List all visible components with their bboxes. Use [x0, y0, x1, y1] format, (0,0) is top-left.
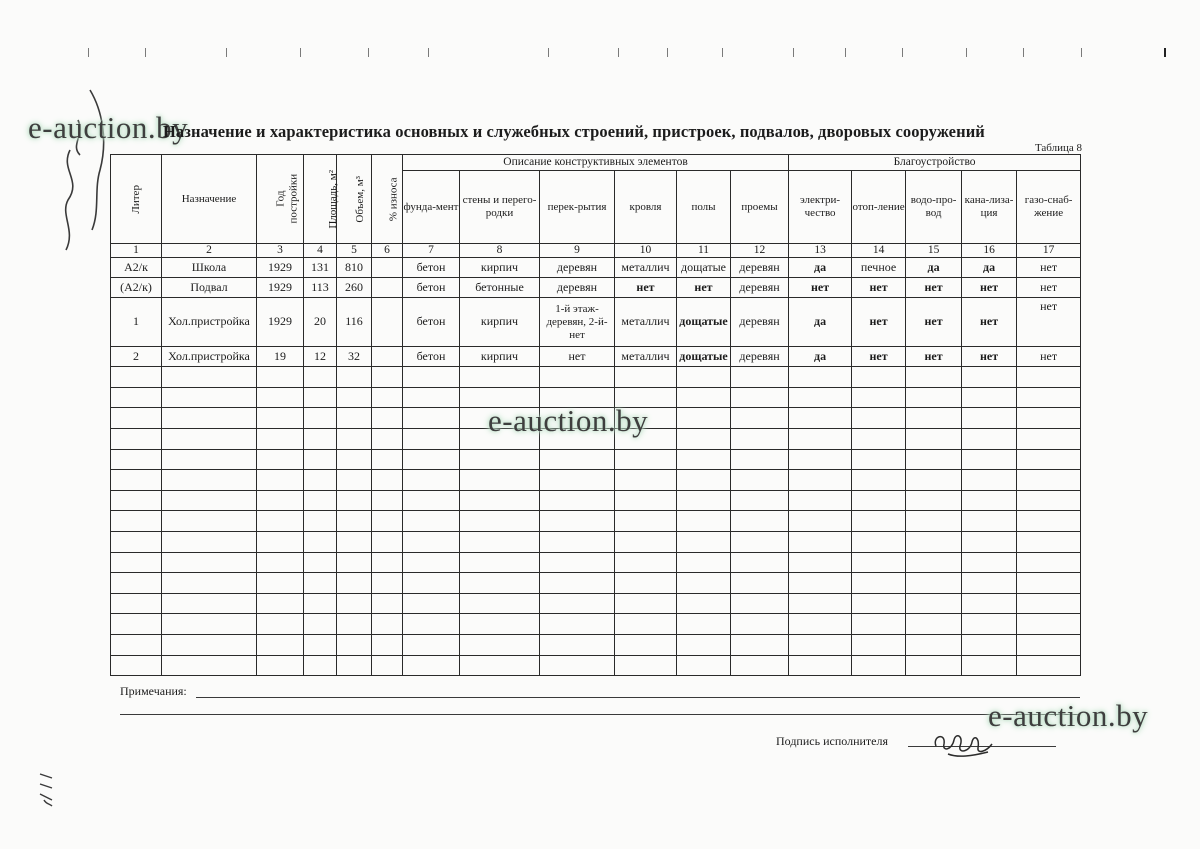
- empty-cell: [789, 408, 852, 429]
- empty-cell: [677, 470, 731, 491]
- empty-cell: [731, 655, 789, 676]
- empty-cell: [906, 470, 962, 491]
- empty-cell: [257, 449, 304, 470]
- empty-cell: [1017, 552, 1081, 573]
- empty-cell: [731, 511, 789, 532]
- empty-cell: [337, 449, 372, 470]
- empty-cell: [403, 387, 460, 408]
- empty-cell: [111, 490, 162, 511]
- empty-cell: [1017, 449, 1081, 470]
- empty-cell: [460, 470, 540, 491]
- empty-cell: [403, 655, 460, 676]
- empty-cell: [677, 614, 731, 635]
- empty-cell: [1017, 655, 1081, 676]
- empty-cell: [677, 573, 731, 594]
- empty-table-row: [111, 531, 1081, 552]
- table-row: 1 Хол.пристройка 1929 20 116 бетон кирпич 1-й этаж-деревян, 2-й-нет металлич дощатые деревян да нет нет нет нет: [111, 298, 1081, 347]
- empty-cell: [852, 573, 906, 594]
- empty-cell: [731, 470, 789, 491]
- empty-cell: [615, 655, 677, 676]
- empty-cell: [962, 387, 1017, 408]
- empty-cell: [731, 552, 789, 573]
- empty-cell: [304, 367, 337, 388]
- header-purpose: Назначение: [162, 155, 257, 244]
- empty-cell: [403, 593, 460, 614]
- empty-cell: [403, 573, 460, 594]
- empty-cell: [1017, 511, 1081, 532]
- empty-cell: [111, 593, 162, 614]
- empty-cell: [257, 573, 304, 594]
- empty-cell: [162, 655, 257, 676]
- empty-cell: [460, 449, 540, 470]
- empty-cell: [111, 655, 162, 676]
- notes-label: Примечания:: [120, 684, 187, 698]
- empty-cell: [1017, 429, 1081, 450]
- empty-cell: [111, 531, 162, 552]
- empty-cell: [304, 552, 337, 573]
- empty-cell: [337, 634, 372, 655]
- watermark: e-auction.by: [28, 110, 189, 145]
- empty-table-row: [111, 634, 1081, 655]
- header-water: водо-про-вод: [906, 171, 962, 244]
- empty-cell: [304, 531, 337, 552]
- empty-cell: [540, 449, 615, 470]
- empty-cell: [615, 511, 677, 532]
- empty-cell: [615, 490, 677, 511]
- empty-table-row: [111, 552, 1081, 573]
- empty-cell: [257, 552, 304, 573]
- empty-cell: [111, 511, 162, 532]
- signature-label: Подпись исполнителя: [776, 734, 888, 748]
- empty-cell: [962, 655, 1017, 676]
- empty-cell: [304, 511, 337, 532]
- empty-cell: [540, 531, 615, 552]
- empty-cell: [677, 387, 731, 408]
- empty-cell: [677, 367, 731, 388]
- empty-cell: [852, 634, 906, 655]
- empty-cell: [403, 429, 460, 450]
- empty-cell: [337, 490, 372, 511]
- empty-cell: [540, 470, 615, 491]
- group-constructive: Описание конструктивных элементов: [403, 155, 789, 171]
- notes-line: [120, 714, 1080, 715]
- empty-cell: [257, 367, 304, 388]
- header-volume: Объем, м³: [337, 155, 372, 244]
- empty-cell: [372, 614, 403, 635]
- empty-cell: [372, 531, 403, 552]
- empty-cell: [789, 655, 852, 676]
- empty-cell: [337, 573, 372, 594]
- empty-cell: [1017, 593, 1081, 614]
- empty-cell: [372, 634, 403, 655]
- empty-cell: [615, 470, 677, 491]
- empty-cell: [257, 429, 304, 450]
- empty-cell: [789, 429, 852, 450]
- empty-cell: [906, 449, 962, 470]
- empty-cell: [460, 593, 540, 614]
- empty-cell: [677, 552, 731, 573]
- empty-cell: [337, 614, 372, 635]
- watermark: e-auction.by: [488, 403, 649, 438]
- table-row: А2/к Школа 1929 131 810 бетон кирпич деревян металлич дощатые деревян да печное да да нет: [111, 258, 1081, 278]
- empty-cell: [677, 531, 731, 552]
- empty-cell: [789, 573, 852, 594]
- table-row: (А2/к) Подвал 1929 113 260 бетон бетонные деревян нет нет деревян нет нет нет нет нет: [111, 278, 1081, 298]
- empty-cell: [304, 634, 337, 655]
- empty-cell: [111, 573, 162, 594]
- empty-cell: [1017, 531, 1081, 552]
- empty-cell: [962, 593, 1017, 614]
- empty-cell: [337, 429, 372, 450]
- empty-cell: [162, 573, 257, 594]
- empty-cell: [257, 490, 304, 511]
- empty-cell: [403, 449, 460, 470]
- empty-table-row: [111, 367, 1081, 388]
- empty-cell: [677, 511, 731, 532]
- header-heating: отоп-ление: [852, 171, 906, 244]
- handwritten-margin-note: [30, 80, 120, 270]
- empty-cell: [372, 552, 403, 573]
- empty-cell: [304, 408, 337, 429]
- header-roof: кровля: [615, 171, 677, 244]
- empty-cell: [540, 655, 615, 676]
- empty-cell: [906, 593, 962, 614]
- empty-cell: [852, 387, 906, 408]
- empty-cell: [852, 429, 906, 450]
- empty-cell: [372, 470, 403, 491]
- empty-cell: [789, 387, 852, 408]
- empty-cell: [906, 429, 962, 450]
- empty-cell: [337, 593, 372, 614]
- empty-cell: [962, 573, 1017, 594]
- empty-cell: [540, 614, 615, 635]
- empty-cell: [789, 552, 852, 573]
- empty-cell: [372, 429, 403, 450]
- empty-cell: [337, 367, 372, 388]
- empty-cell: [1017, 614, 1081, 635]
- empty-cell: [789, 614, 852, 635]
- empty-cell: [540, 634, 615, 655]
- empty-cell: [304, 655, 337, 676]
- empty-cell: [615, 449, 677, 470]
- empty-cell: [460, 634, 540, 655]
- empty-cell: [111, 408, 162, 429]
- empty-cell: [337, 531, 372, 552]
- empty-cell: [162, 593, 257, 614]
- empty-cell: [962, 429, 1017, 450]
- empty-cell: [540, 593, 615, 614]
- empty-cell: [906, 573, 962, 594]
- empty-cell: [852, 511, 906, 532]
- empty-cell: [162, 531, 257, 552]
- empty-cell: [615, 552, 677, 573]
- empty-cell: [789, 511, 852, 532]
- empty-cell: [460, 614, 540, 635]
- empty-cell: [403, 511, 460, 532]
- empty-cell: [403, 614, 460, 635]
- empty-cell: [615, 531, 677, 552]
- empty-cell: [540, 573, 615, 594]
- empty-cell: [615, 573, 677, 594]
- empty-cell: [540, 552, 615, 573]
- empty-cell: [111, 367, 162, 388]
- table-row: 2 Хол.пристройка 19 12 32 бетон кирпич нет металлич дощатые деревян да нет нет нет нет: [111, 347, 1081, 367]
- empty-cell: [304, 429, 337, 450]
- group-amenities: Благоустройство: [789, 155, 1081, 171]
- empty-cell: [677, 655, 731, 676]
- empty-cell: [257, 593, 304, 614]
- empty-cell: [789, 367, 852, 388]
- empty-cell: [162, 449, 257, 470]
- empty-cell: [403, 634, 460, 655]
- empty-cell: [962, 408, 1017, 429]
- empty-table-row: [111, 573, 1081, 594]
- empty-cell: [304, 614, 337, 635]
- empty-table-row: [111, 449, 1081, 470]
- header-floors: полы: [677, 171, 731, 244]
- empty-cell: [403, 531, 460, 552]
- empty-cell: [906, 490, 962, 511]
- empty-cell: [111, 470, 162, 491]
- empty-cell: [257, 511, 304, 532]
- header-wear: % износа: [372, 155, 403, 244]
- empty-cell: [677, 634, 731, 655]
- empty-cell: [162, 429, 257, 450]
- empty-cell: [162, 367, 257, 388]
- empty-cell: [372, 655, 403, 676]
- empty-cell: [540, 511, 615, 532]
- empty-cell: [906, 614, 962, 635]
- empty-cell: [852, 367, 906, 388]
- empty-cell: [1017, 387, 1081, 408]
- empty-cell: [1017, 470, 1081, 491]
- empty-cell: [1017, 573, 1081, 594]
- empty-cell: [304, 490, 337, 511]
- empty-cell: [962, 449, 1017, 470]
- empty-cell: [460, 490, 540, 511]
- empty-cell: [677, 593, 731, 614]
- empty-cell: [962, 490, 1017, 511]
- empty-cell: [962, 552, 1017, 573]
- empty-cell: [460, 511, 540, 532]
- empty-cell: [677, 429, 731, 450]
- watermark: e-auction.by: [988, 698, 1149, 733]
- empty-cell: [615, 367, 677, 388]
- empty-cell: [852, 593, 906, 614]
- empty-cell: [540, 490, 615, 511]
- empty-cell: [789, 490, 852, 511]
- empty-cell: [677, 449, 731, 470]
- empty-cell: [372, 449, 403, 470]
- empty-cell: [962, 531, 1017, 552]
- empty-cell: [615, 593, 677, 614]
- empty-cell: [906, 387, 962, 408]
- empty-table-row: [111, 655, 1081, 676]
- empty-cell: [403, 552, 460, 573]
- empty-cell: [731, 408, 789, 429]
- empty-cell: [111, 429, 162, 450]
- header-year: Год постройки: [257, 155, 304, 244]
- empty-cell: [731, 367, 789, 388]
- empty-cell: [460, 367, 540, 388]
- header-openings: проемы: [731, 171, 789, 244]
- empty-cell: [852, 449, 906, 470]
- empty-cell: [403, 408, 460, 429]
- empty-cell: [906, 531, 962, 552]
- empty-cell: [162, 511, 257, 532]
- empty-cell: [677, 408, 731, 429]
- table-label: Таблица 8: [1034, 142, 1082, 154]
- empty-cell: [852, 614, 906, 635]
- empty-cell: [403, 490, 460, 511]
- empty-cell: [460, 573, 540, 594]
- empty-cell: [1017, 634, 1081, 655]
- empty-cell: [1017, 367, 1081, 388]
- empty-cell: [257, 614, 304, 635]
- empty-cell: [789, 593, 852, 614]
- empty-cell: [337, 387, 372, 408]
- empty-cell: [906, 634, 962, 655]
- page-title: Назначение и характеристика основных и служебных строений, пристроек, подвалов, дворовых сооружений: [163, 122, 985, 141]
- empty-cell: [372, 490, 403, 511]
- empty-cell: [257, 634, 304, 655]
- empty-cell: [304, 573, 337, 594]
- empty-cell: [852, 552, 906, 573]
- header-sewer: кана-лиза-ция: [962, 171, 1017, 244]
- empty-cell: [731, 634, 789, 655]
- header-gas: газо-снаб-жение: [1017, 171, 1081, 244]
- empty-cell: [257, 655, 304, 676]
- empty-cell: [906, 367, 962, 388]
- empty-cell: [906, 408, 962, 429]
- empty-cell: [372, 387, 403, 408]
- empty-cell: [337, 408, 372, 429]
- empty-cell: [162, 614, 257, 635]
- empty-cell: [162, 387, 257, 408]
- empty-cell: [906, 552, 962, 573]
- empty-cell: [372, 511, 403, 532]
- empty-cell: [460, 655, 540, 676]
- empty-cell: [372, 367, 403, 388]
- empty-cell: [460, 552, 540, 573]
- notes-line: [196, 697, 1080, 698]
- empty-cell: [162, 408, 257, 429]
- empty-cell: [162, 552, 257, 573]
- empty-cell: [852, 531, 906, 552]
- empty-cell: [403, 470, 460, 491]
- empty-cell: [304, 449, 337, 470]
- empty-cell: [731, 573, 789, 594]
- empty-cell: [1017, 408, 1081, 429]
- empty-cell: [162, 490, 257, 511]
- empty-cell: [789, 531, 852, 552]
- empty-cell: [337, 470, 372, 491]
- empty-cell: [731, 593, 789, 614]
- empty-cell: [731, 614, 789, 635]
- empty-table-row: [111, 614, 1081, 635]
- empty-cell: [731, 429, 789, 450]
- empty-cell: [304, 470, 337, 491]
- empty-cell: [852, 655, 906, 676]
- empty-cell: [731, 449, 789, 470]
- empty-cell: [731, 387, 789, 408]
- empty-cell: [304, 387, 337, 408]
- empty-cell: [257, 470, 304, 491]
- empty-cell: [789, 470, 852, 491]
- empty-cell: [162, 634, 257, 655]
- empty-cell: [257, 387, 304, 408]
- empty-cell: [460, 531, 540, 552]
- empty-table-row: [111, 490, 1081, 511]
- empty-cell: [540, 367, 615, 388]
- empty-cell: [615, 614, 677, 635]
- column-number-row: 1 2 3 4 5 6 7 8 9 10 11 12 13 14 15 16 17: [111, 244, 1081, 258]
- empty-cell: [677, 490, 731, 511]
- empty-cell: [111, 449, 162, 470]
- empty-cell: [403, 367, 460, 388]
- empty-cell: [962, 511, 1017, 532]
- header-foundation: фунда-мент: [403, 171, 460, 244]
- signature-image: [928, 722, 1008, 762]
- empty-cell: [304, 593, 337, 614]
- empty-cell: [962, 634, 1017, 655]
- header-area: Площадь, м²: [304, 155, 337, 244]
- empty-cell: [962, 470, 1017, 491]
- header-electricity: электри-чество: [789, 171, 852, 244]
- empty-cell: [852, 470, 906, 491]
- empty-cell: [852, 490, 906, 511]
- empty-cell: [789, 449, 852, 470]
- header-ceilings: перек-рытия: [540, 171, 615, 244]
- empty-cell: [789, 634, 852, 655]
- empty-cell: [372, 408, 403, 429]
- empty-cell: [852, 408, 906, 429]
- header-liter: Литер: [111, 155, 162, 244]
- empty-cell: [337, 552, 372, 573]
- empty-cell: [111, 634, 162, 655]
- empty-cell: [111, 387, 162, 408]
- empty-cell: [962, 367, 1017, 388]
- empty-cell: [962, 614, 1017, 635]
- empty-table-row: [111, 470, 1081, 491]
- empty-cell: [1017, 490, 1081, 511]
- empty-cell: [731, 531, 789, 552]
- empty-cell: [162, 470, 257, 491]
- empty-cell: [615, 634, 677, 655]
- empty-cell: [111, 614, 162, 635]
- empty-cell: [372, 593, 403, 614]
- header-walls: стены и перего-родки: [460, 171, 540, 244]
- empty-table-row: [111, 511, 1081, 532]
- empty-cell: [372, 573, 403, 594]
- empty-cell: [906, 511, 962, 532]
- empty-cell: [337, 511, 372, 532]
- empty-table-row: [111, 593, 1081, 614]
- page-number-handwriting: [34, 770, 58, 810]
- empty-cell: [257, 408, 304, 429]
- empty-cell: [731, 490, 789, 511]
- empty-cell: [906, 655, 962, 676]
- empty-cell: [337, 655, 372, 676]
- empty-cell: [111, 552, 162, 573]
- empty-cell: [257, 531, 304, 552]
